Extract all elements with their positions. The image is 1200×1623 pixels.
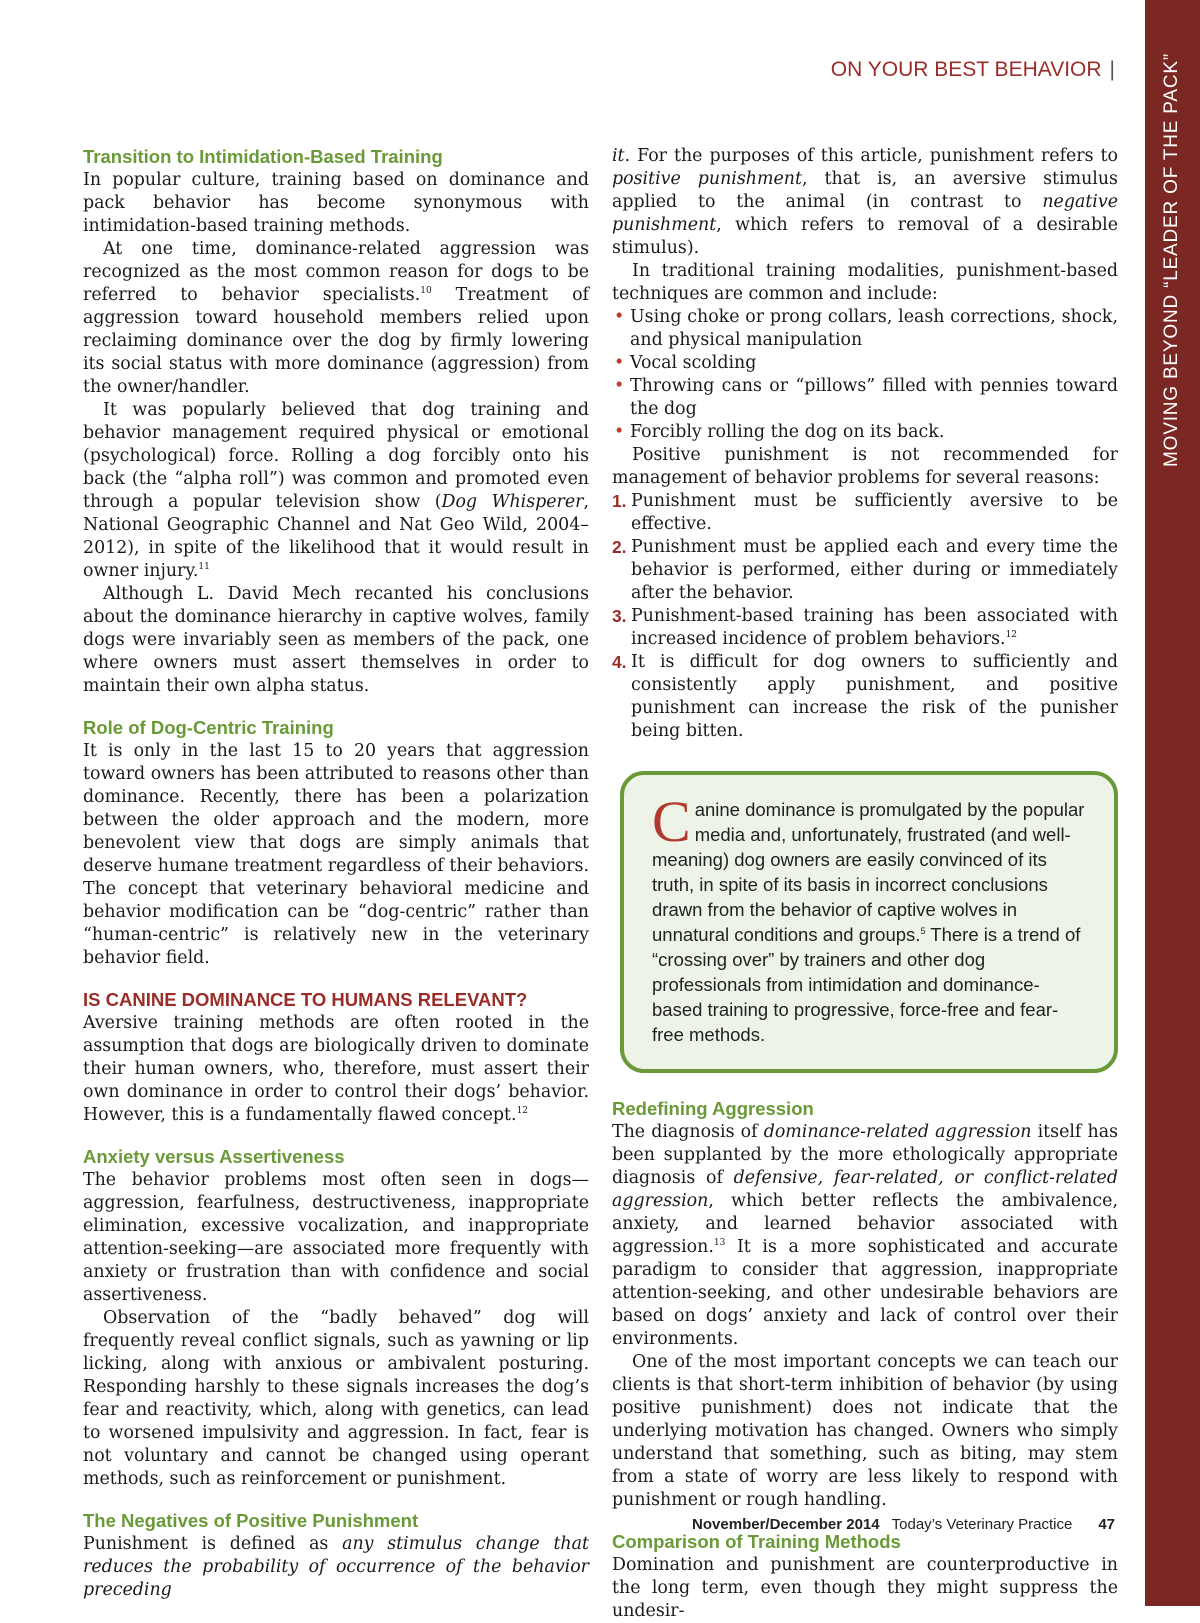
list-item: • Using choke or prong collars, leash corrections, shock, and physical manipulation [612, 306, 1118, 352]
heading-canine-dominance: IS CANINE DOMINANCE TO HUMANS RELEVANT? [83, 989, 528, 1010]
paragraph: Punishment is defined as any stimulus change that reduces the probability of occurrence of the behavior preceding [83, 1534, 589, 1600]
paragraph: In traditional training modalities, punishment-based techniques are common and include: [612, 261, 1118, 304]
paragraph: At one time, dominance-related aggression was recognized as the most common reason for dogs to be referred to behavior specialists.$^{10}$ Treatment of aggression toward household members relied upon reclaiming dominance over the dog by firmly lowering its social status with more dominance (aggression) from the owner/handler. [83, 239, 589, 397]
heading-dog-centric: Role of Dog-Centric Training [83, 717, 334, 738]
list-item: • Vocal scolding [612, 352, 1118, 375]
paragraph: Aversive training methods are often rooted in the assumption that dogs are biologically driven to dominate their human owners, who, therefore, must assert their own dominance in order to control their dogs’ behavior. However, this is a fundamentally flawed concept.$^{12}$ [83, 1013, 589, 1125]
list-item: • Forcibly rolling the dog on its back. [612, 421, 1118, 444]
list-item: 3. Punishment-based training has been associated with increased incidence of problem behaviors.$^{12}$ [612, 606, 1118, 649]
issue-date: November/December 2014 [692, 1516, 880, 1533]
magazine-title: Today’s Veterinary Practice [891, 1516, 1073, 1533]
side-tab-title: MOVING BEYOND “LEADER OF THE PACK” [1161, 53, 1182, 467]
punishment-definition: any stimulus change that reduces the probability of occurrence of the behavior preceding [83, 1534, 589, 1600]
paragraph: The behavior problems most often seen in dogs—aggression, fearfulness, destructiveness, inappropriate elimination, excessive vocalization, and inappropriate attention-seeking—are associated more frequently with anxiety or frustration than with confidence and social assertiveness. [83, 1170, 589, 1305]
reference-number: 13 [713, 1238, 726, 1249]
heading-comparison: Comparison of Training Methods [612, 1531, 901, 1552]
reference-number: 11 [198, 562, 210, 573]
list-item: 2. Punishment must be applied each and every time the behavior is performed, either during or immediately after the behavior. [612, 537, 1118, 603]
paragraph: Although L. David Mech recanted his conclusions about the dominance hierarchy in captive wolves, family dogs were invariably seen as members of the pack, one where owners must assert themselves in order to maintain their own alpha status. [83, 584, 589, 696]
list-item: • Throwing cans or “pillows” filled with pennies toward the dog [612, 375, 1118, 421]
reasons-list [612, 490, 1118, 743]
paragraph: Domination and punishment are counterproductive in the long term, even though they might suppress the undesir- [612, 1555, 1118, 1621]
reference-number: 10 [420, 286, 432, 297]
drop-cap: C [652, 789, 691, 854]
pull-quote: Canine dominance is promulgated by the popular media and, unfortunately, frustrated (and well-meaning) dog owners are easily convinced of its truth, in spite of its basis in incorrect conclusions drawn from the behavior of captive wolves in unnatural conditions and groups.$^5$ There is a trend of “crossing over” by trainers and other dog professionals from intimidation and dominance-based training to progressive, force-free and fear-free methods. [620, 771, 1118, 1073]
running-head-separator: | [1109, 58, 1115, 81]
page-number: 47 [1098, 1516, 1115, 1533]
reference-number: 12 [1005, 630, 1018, 641]
paragraph: The diagnosis of dominance-related aggression itself has been supplanted by the more ethologically appropriate diagnosis of defensive, fear-related, or conflict-related aggression, which better reflects the ambivalence, anxiety, and learned behavior associated with aggression.$^{13}$ It is a more sophisticated and accurate paradigm to consider that aggression, inappropriate attention-seeking, and other undesirable behaviors are based on dogs’ anxiety and lack of control over their environments. [612, 1122, 1118, 1349]
heading-redefining: Redefining Aggression [612, 1098, 814, 1119]
paragraph: It was popularly believed that dog training and behavior management required physical or emotional (psychological) force. Rolling a dog forcibly onto his back (the “alpha roll”) was common and promoted even through a popular television show (Dog Whisperer, National Geographic Channel and Nat Geo Wild, 2004–2012), in spite of the likelihood that it would result in owner injury.$^{11}$ [83, 400, 589, 581]
list-item: 1. Punishment must be sufficiently aversive to be effective. [612, 491, 1118, 534]
heading-negatives: The Negatives of Positive Punishment [83, 1510, 419, 1531]
left-column [83, 145, 589, 1602]
reference-number: 12 [516, 1106, 529, 1117]
show-title: Dog Whisperer [441, 492, 584, 512]
running-head-title: ON YOUR BEST BEHAVIOR [830, 58, 1102, 81]
page-footer [692, 1516, 1115, 1533]
paragraph: One of the most important concepts we can teach our clients is that short-term inhibition of behavior (by using positive punishment) does not indicate that the underlying motivation has changed. Owners who simply understand that something, such as biting, may stem from a state of worry are less likely to respond with punishment or rough handling. [612, 1352, 1118, 1510]
reference-number: 5 [920, 925, 926, 936]
list-item: 4. It is difficult for dog owners to sufficiently and consistently apply punishment, and positive punishment can increase the risk of the punisher being bitten. [612, 652, 1118, 741]
right-column [612, 145, 1118, 1623]
running-head [831, 58, 1115, 82]
paragraph: Positive punishment is not recommended for management of behavior problems for several reasons: [612, 445, 1118, 488]
heading-transition: Transition to Intimidation-Based Training [83, 146, 443, 167]
punishment-techniques-list [612, 306, 1118, 444]
paragraph: In popular culture, training based on dominance and pack behavior has become synonymous with intimidation-based training methods. [83, 170, 589, 236]
paragraph: it. For the purposes of this article, punishment refers to positive punishment, that is, an aversive stimulus applied to the animal (in contrast to negative punishment, which refers to removal of a desirable stimulus). [612, 146, 1118, 258]
heading-anxiety: Anxiety versus Assertiveness [83, 1146, 345, 1167]
paragraph: It is only in the last 15 to 20 years that aggression toward owners has been attributed to reasons other than dominance. Recently, there has been a polarization between the older approach and the modern, more benevolent view that dogs are simply animals that deserve humane treatment regardless of their behaviors. The concept that veterinary behavioral medicine and behavior modification can be “dog-centric” rather than “human-centric” is relatively new in the veterinary behavior field. [83, 741, 589, 968]
paragraph: Observation of the “badly behaved” dog will frequently reveal conflict signals, such as yawning or lip licking, along with anxious or ambivalent posturing. Responding harshly to these signals increases the dog’s fear and reactivity, which, along with genetics, can lead to worsened impulsivity and aggression. In fact, fear is not voluntary and cannot be changed using operant methods, such as reinforcement or punishment. [83, 1308, 589, 1489]
